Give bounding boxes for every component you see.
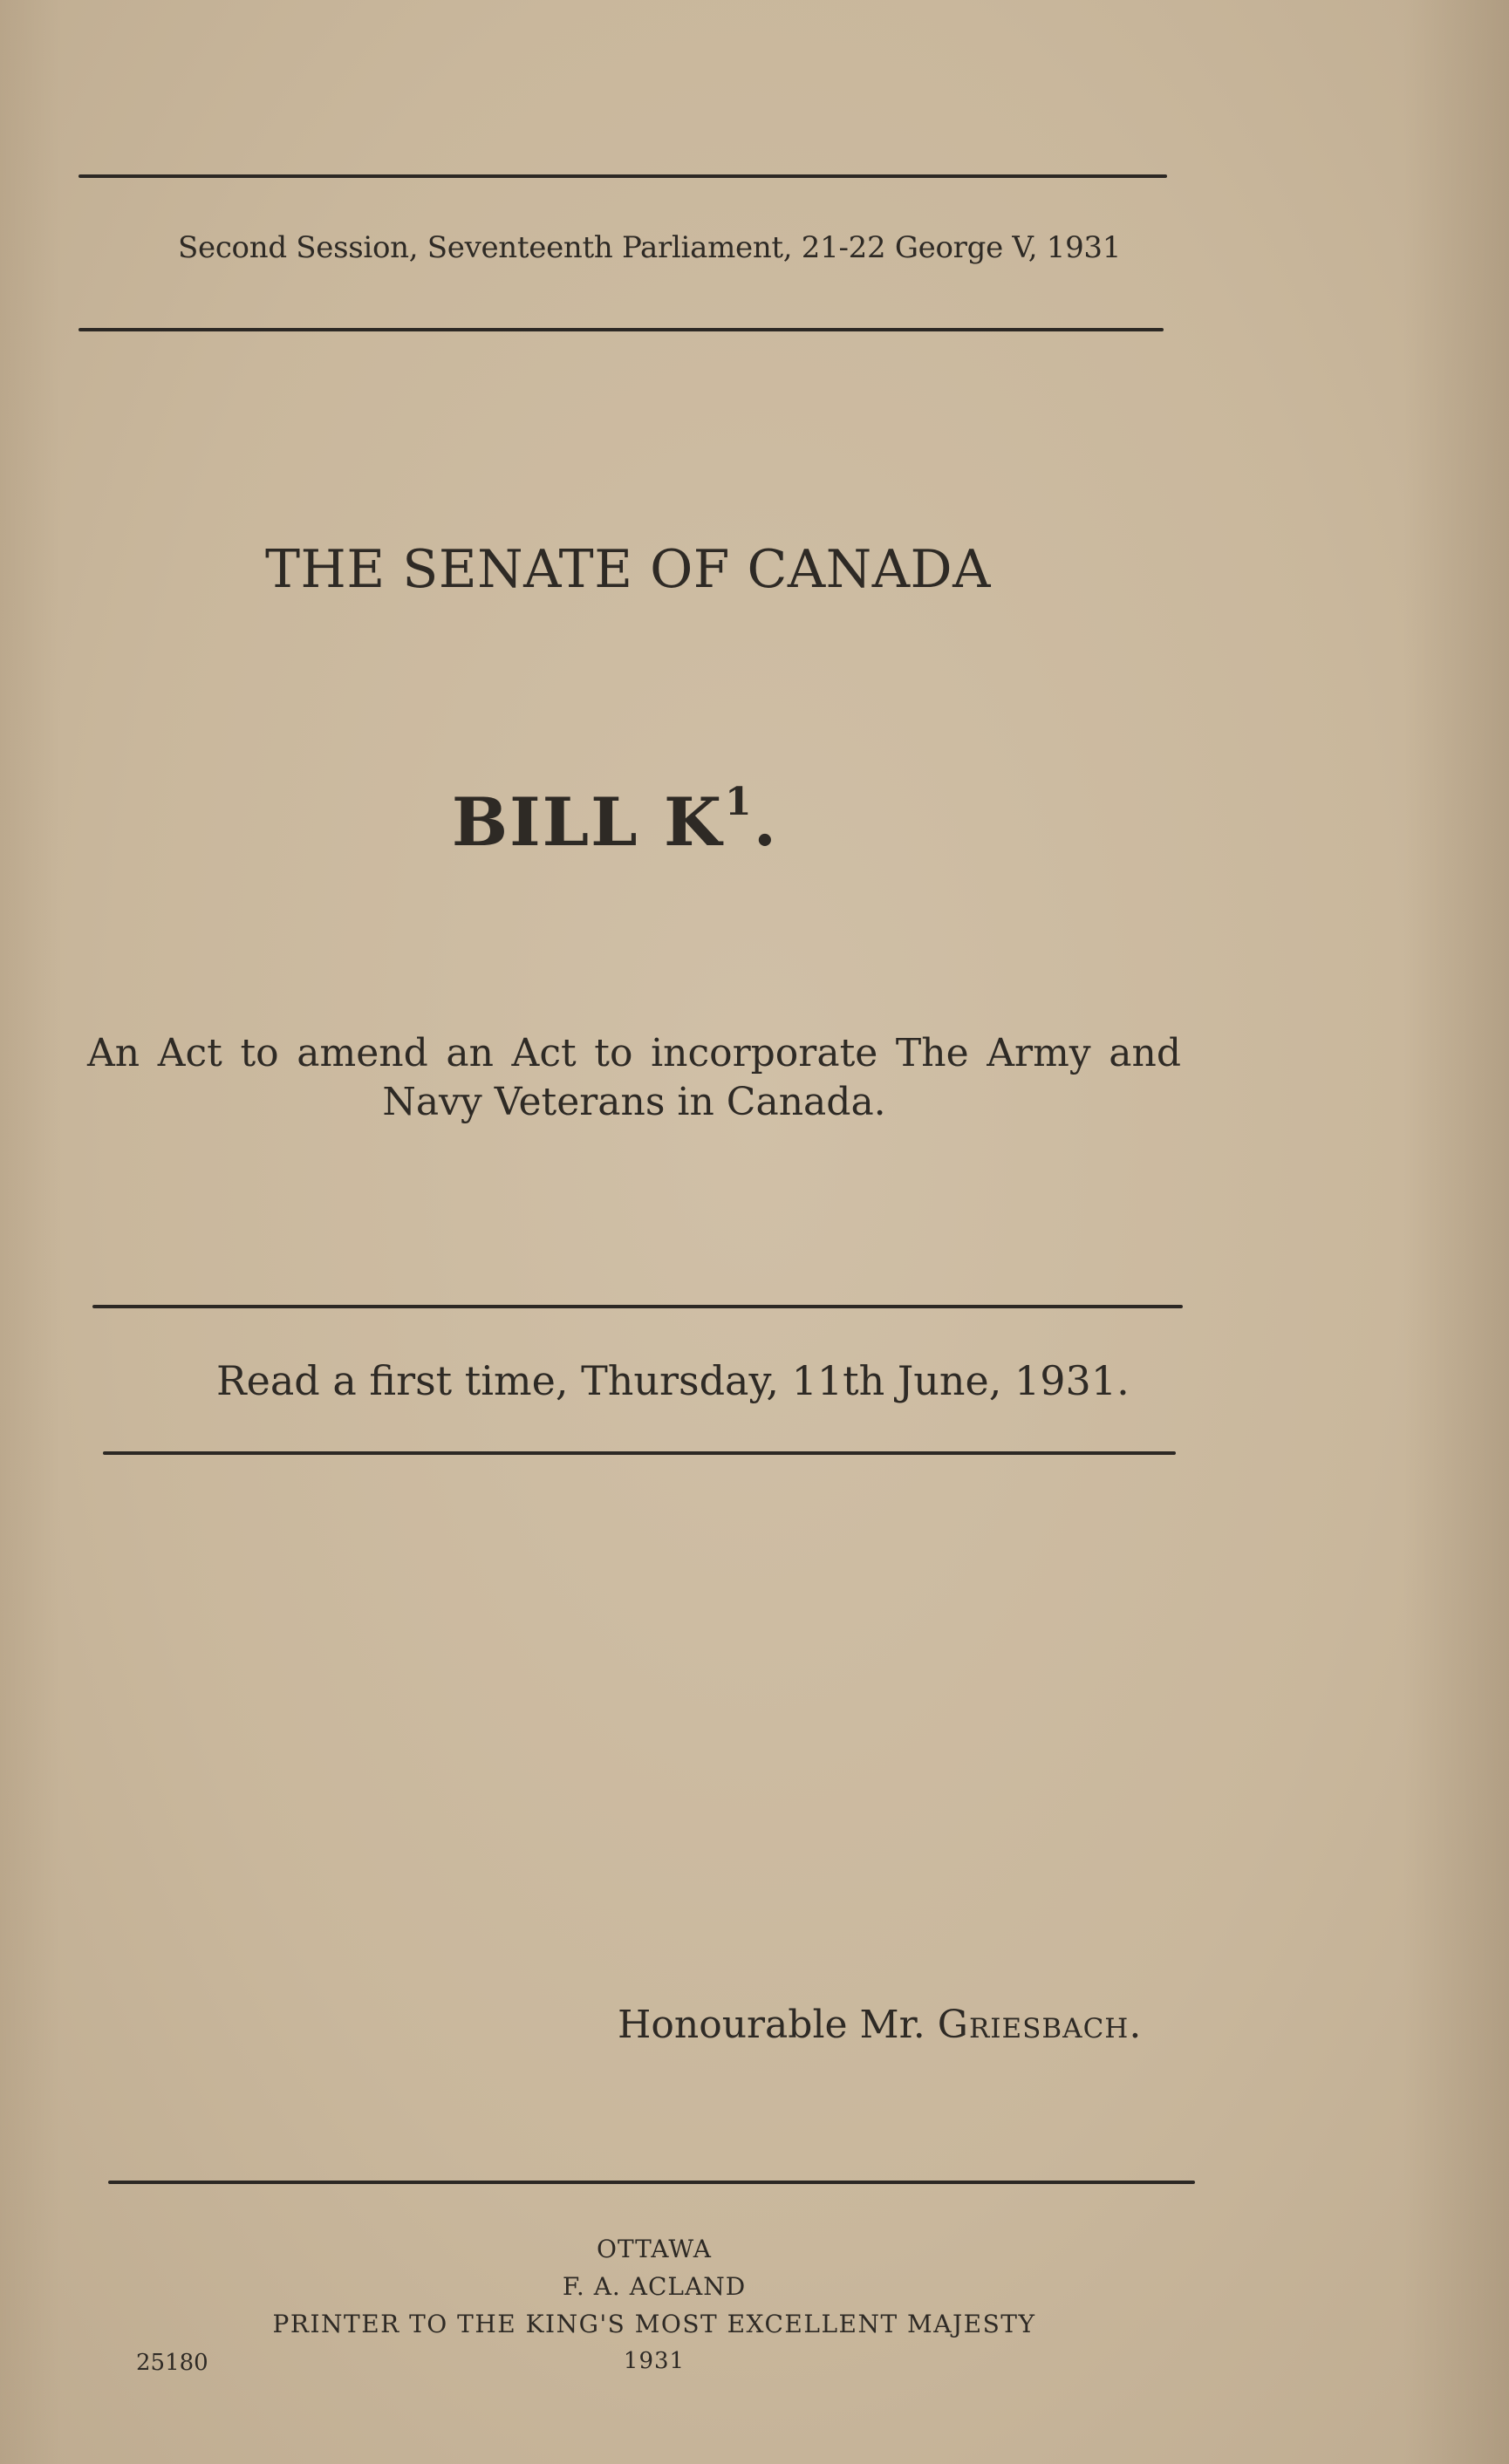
imprint-year: 1931 (623, 2348, 686, 2374)
sponsor-name: Griesbach. (937, 2003, 1143, 2047)
bill-label: BILL K (451, 783, 724, 862)
first-reading-line: Read a first time, Thursday, 11th June, 1931. (216, 1357, 1130, 1404)
bill-superscript: 1 (725, 780, 754, 824)
imprint-printer-title: PRINTER TO THE KING'S MOST EXCELLENT MAJESTY (272, 2310, 1036, 2338)
header-top-rule (79, 174, 1167, 178)
chamber-heading: THE SENATE OF CANADA (265, 539, 991, 600)
sponsor-line (618, 2003, 1142, 2047)
reading-bottom-rule (103, 1451, 1176, 1455)
print-code: 25180 (136, 2350, 208, 2376)
imprint-city: OTTAWA (597, 2235, 712, 2263)
sponsor-honorific: Honourable Mr. (618, 2003, 925, 2047)
bill-suffix: . (753, 783, 779, 862)
imprint-printer: F. A. ACLAND (562, 2272, 747, 2301)
header-bottom-rule (79, 328, 1164, 331)
bill-number (0, 780, 1230, 861)
session-header: Second Session, Seventeenth Parliament, 21-22 George V, 1931 (178, 230, 1122, 265)
imprint-top-rule (108, 2181, 1195, 2184)
reading-top-rule (92, 1305, 1183, 1308)
act-title: An Act to amend an Act to incorporate The Army and Navy Veterans in Canada. (87, 1031, 1181, 1124)
